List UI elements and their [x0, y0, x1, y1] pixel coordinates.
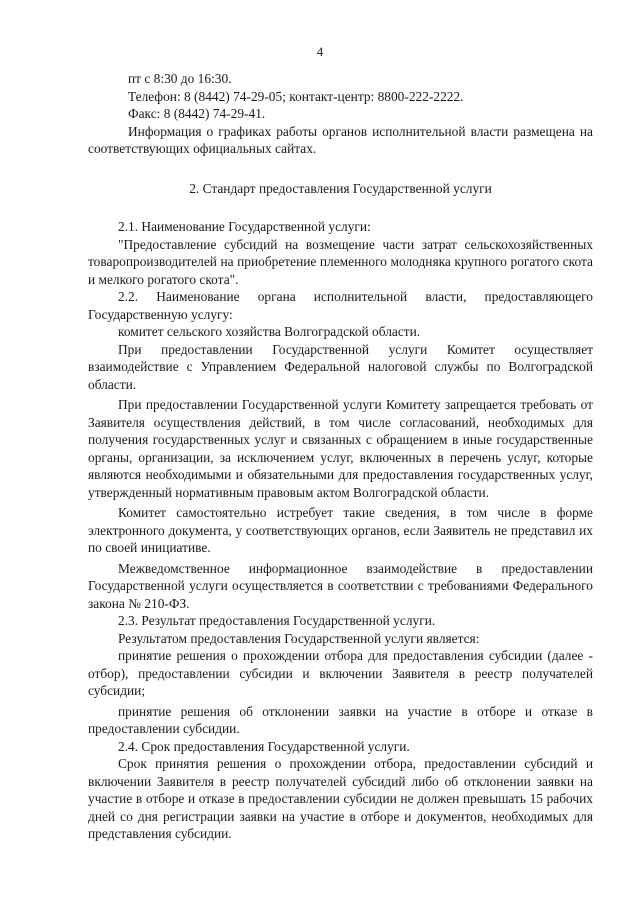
term-paragraph: Срок принятия решения о прохождении отбора, предоставлении субсидий и включении Заявителя в реестр получателей субсидий либо об отклонении заявки на участие в отборе и отказе в предоставлении субсидии не должен превышать 15 рабочих дней со дня регистрации заявки на участие в отборе и документов, необходимых для представления субсидии. — [88, 756, 593, 841]
paragraph-2-1: 2.1. Наименование Государственной услуги: — [118, 219, 371, 234]
office-hours: пт с 8:30 до 16:30. — [128, 71, 232, 86]
fax-line: Факс: 8 (8442) 74-29-41. — [128, 106, 266, 121]
result-intro: Результатом предоставления Государственной услуги является: — [118, 630, 480, 646]
phone-line: Телефон: 8 (8442) 74-29-05; контакт-центр: 8800-222-2222. — [128, 88, 464, 104]
paragraph-2-3: 2.3. Результат предоставления Государственной услуги. — [118, 613, 436, 628]
result-item-rejection: принятие решения об отклонении заявки на участие в отборе и отказе в предоставлении субсидии. — [88, 703, 593, 736]
interaction-paragraph: При предоставлении Государственной услуги Комитет осуществляет взаимодействие с Управлением Федеральной налоговой службы по Волгоградской области. — [88, 341, 593, 392]
interagency-paragraph: Межведомственное информационное взаимодействие в предоставлении Государственной услуги осуществляется в соответствии с требованиями Федерального закона № 210-ФЗ. — [88, 560, 593, 611]
paragraph-2-4: 2.4. Срок предоставления Государственной услуги. — [118, 738, 410, 754]
result-item-approval: принятие решения о прохождении отбора для предоставления субсидии (далее - отбор), предоставлении субсидии и включении Заявителя в реестр получателей субсидии; — [88, 648, 593, 698]
paragraph-2-2: 2.2. Наименование органа исполнительной власти, предоставляющего Государственную услугу: — [88, 289, 593, 322]
service-name: "Предоставление субсидий на возмещение части затрат сельскохозяйственных товаропроизводителей на приобретение племенного молодняка крупного рогатого скота и мелкого рогатого скота". — [88, 236, 593, 287]
section-heading: 2. Стандарт предоставления Государственной услуги — [189, 180, 492, 196]
page-number: 4 — [316, 44, 324, 59]
document-body — [88, 70, 593, 843]
info-paragraph: Информация о графиках работы органов исполнительной власти размещена на соответствующих официальных сайтах. — [88, 123, 593, 156]
authority-name: комитет сельского хозяйства Волгоградской области. — [118, 324, 421, 339]
self-request-paragraph: Комитет самостоятельно истребует такие сведения, в том числе в форме электронного документа, у соответствующих органов, если Заявитель не представил их по своей инициативе. — [88, 505, 593, 555]
prohibition-paragraph: При предоставлении Государственной услуги Комитету запрещается требовать от Заявителя осуществления действий, в том числе согласований, необходимых для получения государственных услуг и связанных с обращением в иные государственные органы, организации, за исключением услуг, включенных в перечень услуг, которые являются необходимыми и обязательными для предоставления государственных услуг, утвержденный нормативным правовым актом Волгоградской области. — [88, 397, 593, 500]
